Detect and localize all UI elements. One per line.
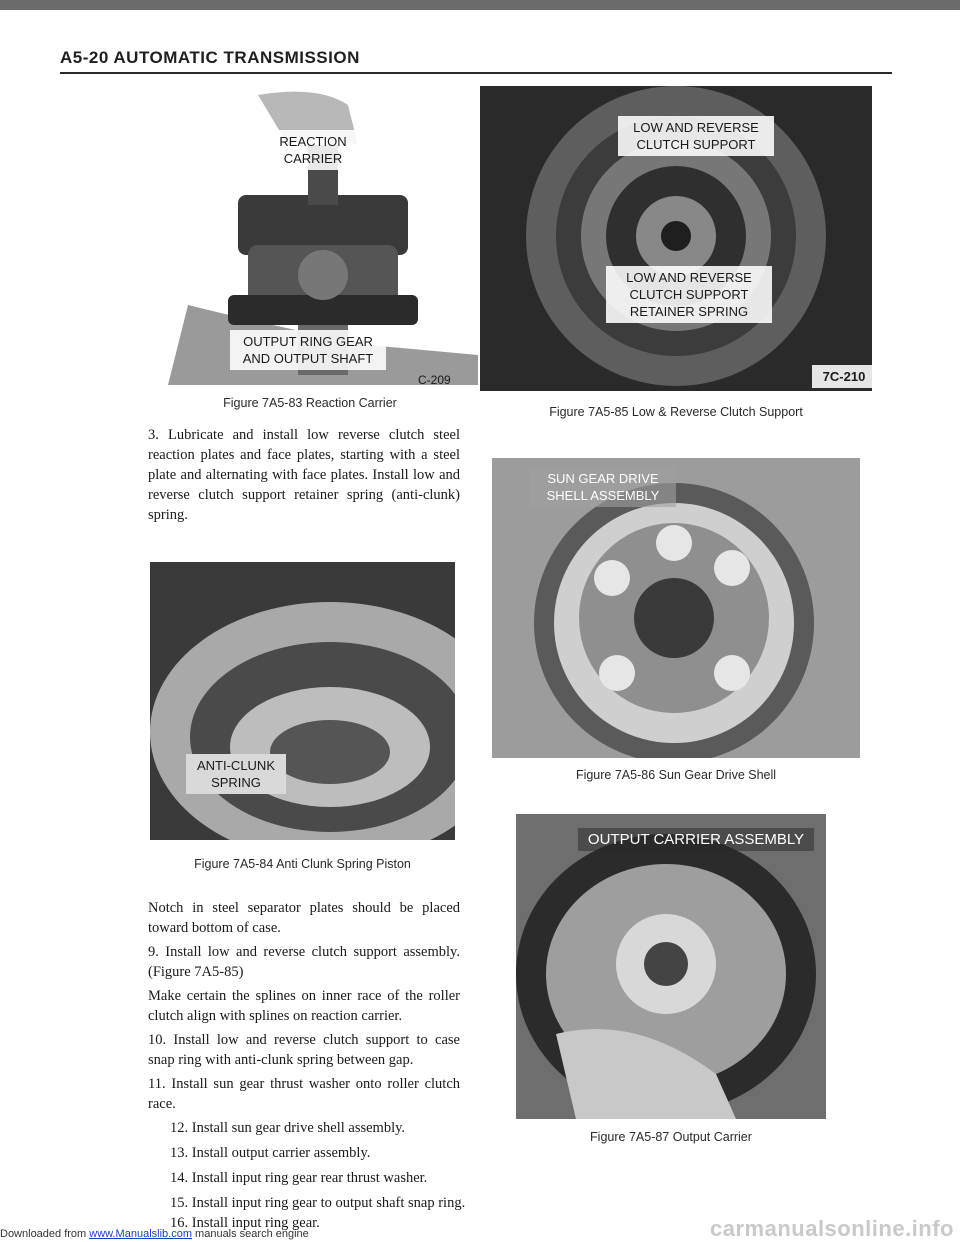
figure-86-callout: SUN GEAR DRIVE SHELL ASSEMBLY [530, 467, 676, 507]
figure-85-callout-1: LOW AND REVERSE CLUTCH SUPPORT [618, 116, 774, 156]
figure-85-caption: Figure 7A5-85 Low & Reverse Clutch Support [549, 405, 803, 419]
step-11-paragraph: 11. Install sun gear thrust washer onto roller clutch race. [148, 1076, 460, 1112]
footer-prefix: Downloaded from [0, 1228, 87, 1240]
step-9-paragraph: 9. Install low and reverse clutch support assembly. (Figure 7A5-85) [148, 944, 460, 980]
step-15-line: 15. Install input ring gear to output shaft snap ring. [170, 1195, 466, 1211]
figure-86-caption: Figure 7A5-86 Sun Gear Drive Shell [575, 768, 777, 782]
step-13-line: 13. Install output carrier assembly. [170, 1145, 371, 1161]
figure-84-caption: Figure 7A5-84 Anti Clunk Spring Piston [194, 857, 411, 871]
figure-85-code: 7C-210 [812, 365, 876, 388]
page-top-bar [0, 0, 960, 10]
page-header: A5-20 AUTOMATIC TRANSMISSION [60, 48, 360, 67]
figure-83-code: C-209 [418, 373, 451, 387]
figure-83-callout-1: REACTION CARRIER [260, 130, 366, 170]
figure-83-callout-2: OUTPUT RING GEAR AND OUTPUT SHAFT [230, 330, 386, 370]
figure-87-callout: OUTPUT CARRIER ASSEMBLY [578, 828, 814, 851]
footer-suffix: manuals search engine [195, 1228, 309, 1240]
step-3-paragraph: 3. Lubricate and install low reverse clutch steel reaction plates and face plates, starting with a steel plate and alternating with face plates. Install low and reverse clutch support retainer spring (anti-clunk) spring. [148, 427, 460, 523]
figure-85-callout-2: LOW AND REVERSE CLUTCH SUPPORT RETAINER SPRING [606, 266, 772, 323]
step-12-line: 12. Install sun gear drive shell assembly. [170, 1120, 406, 1136]
figure-84-photo [150, 562, 455, 840]
figure-84-callout: ANTI-CLUNK SPRING [186, 754, 286, 794]
footer-watermark: carmanualsonline.info [710, 1216, 954, 1241]
notch-paragraph: Notch in steel separator plates should be placed toward bottom of case. [148, 900, 460, 936]
figure-87-photo [516, 814, 826, 1119]
step-16-line: 16. Install input ring gear. [170, 1215, 320, 1231]
figure-83-caption: Figure 7A5-83 Reaction Carrier [223, 396, 397, 410]
step-14-line: 14. Install input ring gear rear thrust washer. [170, 1170, 428, 1186]
header-rule [60, 72, 892, 74]
figure-87-caption: Figure 7A5-87 Output Carrier [590, 1130, 752, 1144]
footer-link[interactable]: www.Manualslib.com [89, 1228, 192, 1240]
step-10-paragraph: 10. Install low and reverse clutch support to case snap ring with anti-clunk spring between gap. [148, 1032, 460, 1068]
make-certain-paragraph: Make certain the splines on inner race of the roller clutch align with splines on reaction carrier. [148, 988, 460, 1024]
